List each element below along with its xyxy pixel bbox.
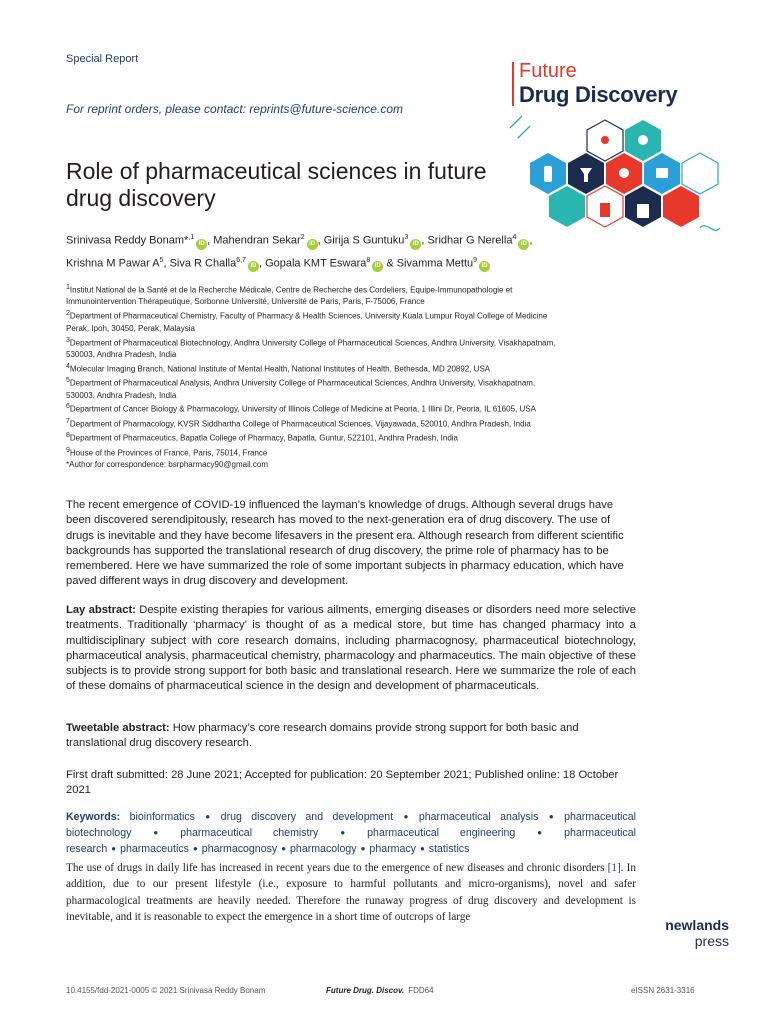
author-name: , Krishna M Pawar A (66, 234, 533, 270)
author-name: , Sridhar G Nerella (421, 234, 513, 247)
footer-journal: Future Drug. Discov. FDD64 (326, 986, 434, 995)
logo-bar (512, 62, 514, 106)
affiliation-item: $^4$Molecular Imaging Branch, National Institute of Mental Health, National Institutes of Health, Bethesda, MD 20892, USA (66, 362, 491, 374)
author-affil: 8 (366, 256, 371, 264)
citation-link[interactable]: [1] (607, 862, 621, 874)
hex-cell (663, 186, 699, 227)
bullet-icon: ● (360, 844, 366, 853)
bullet-icon: ● (519, 828, 561, 837)
author-affil: ,1 (188, 234, 195, 241)
lay-abstract (66, 603, 636, 695)
lay-abstract-label: Lay abstract: (66, 604, 136, 616)
hex-cell (549, 186, 585, 227)
orcid-icon[interactable]: iD (196, 239, 207, 250)
affiliation-item: $^9$House of the Provinces of France, Paris, 75014, France (66, 446, 268, 458)
author-list (66, 228, 546, 273)
title-line-2: drug discovery (66, 185, 216, 211)
keyword[interactable]: pharmaceutical biotechnology (66, 811, 636, 839)
bullet-icon: ● (419, 844, 425, 853)
author-name: , Girija S Guntuku (317, 234, 405, 247)
publisher-name: newlands (665, 917, 729, 933)
tweetable-text: How pharmacy’s core research domains provide strong support for both basic and translational drug discovery research. (66, 722, 579, 750)
bullet-icon: ● (322, 828, 364, 837)
keyword[interactable]: pharmacognosy (201, 843, 278, 855)
lay-abstract-text: Despite existing therapies for various ailments, emerging diseases or disorders need more selective treatments. Traditionally ‘pharmacy’ is thought of as a medical store, but time has changed pharmacy into a multidisciplinary subject with core research domains, including pharmacognosy, pharmaceutical biotechnology, pharmaceutical analysis, pharmaceutical chemistry, pharmacology and pharmaceutics. The main objective of these subjects is to provide strong support for both basic and translational research. Here we summarize the role of each of these domains of pharmaceutical science in the design and development of pharmaceuticals. (66, 604, 636, 693)
keyword[interactable]: pharmacy (369, 843, 416, 855)
author-name: , Siva R Challa (163, 257, 237, 270)
bullet-icon: ● (397, 812, 415, 821)
keyword[interactable]: pharmaceutical chemistry (180, 827, 319, 839)
author-affil: 6,7 (236, 256, 246, 264)
author-name: Srinivasa Reddy Bonam* (66, 234, 189, 247)
orcid-icon[interactable]: iD (518, 239, 529, 250)
author-affil: 2 (300, 234, 305, 241)
body-text: The use of drugs in daily life has increased in recent years due to the emergence of new diseases and chronic disorders [1]. In addition, due to our present lifestyle (i.e., exposure to harmful pollutants and micro-organisms), novel and safer pharmacological treatments are heavily needed. Therefore the runaway progress of drug discovery and development is inevitable, and it is reasonable to expect the emergence in a short time of outcrops of large (66, 862, 636, 923)
pipette-icon (510, 116, 530, 138)
orcid-icon[interactable]: iD (479, 261, 490, 272)
orcid-icon[interactable]: iD (307, 239, 318, 250)
keyword[interactable]: pharmacology (290, 843, 357, 855)
tweetable-abstract (66, 721, 636, 752)
orcid-icon[interactable]: iD (248, 261, 259, 272)
bullet-icon: ● (542, 812, 561, 821)
affiliation-item: $^5$Department of Pharmaceutical Analysis, Andhra University College of Pharmaceutical Sciences, Andhra University, Visakhapatnam, 530003, Andhra Pradesh, India (66, 377, 536, 400)
orcid-icon[interactable]: iD (372, 261, 383, 272)
author-name: , Mahendran Sekar (207, 234, 301, 247)
affiliation-item: $^7$Department of Pharmacology, KVSR Siddhartha College of Pharmaceutical Sciences, Vijayawada, 520010, Andhra Pradesh, India (66, 417, 531, 429)
affiliation-item: $^3$Department of Pharmaceutical Biotechnology, Andhra University College of Pharmaceutical Sciences, Andhra University, Visakhapatnam, 530003, Andhra Pradesh, India (66, 336, 556, 359)
affiliation-item: $^8$Department of Pharmaceutics, Bapatla College of Pharmacy, Bapatla, Guntur, 522101, Andhra Pradesh, India (66, 432, 458, 444)
keyword[interactable]: pharmaceutical analysis (418, 811, 539, 823)
bullet-icon: ● (198, 812, 217, 821)
bullet-icon: ● (111, 844, 117, 853)
footer-code: FDD64 (408, 986, 434, 995)
document-icon (656, 168, 668, 178)
section-label: Special Report (66, 53, 139, 65)
dna-icon (700, 226, 720, 231)
keyword[interactable]: pharmaceutical engineering (367, 827, 516, 839)
title-line-1: Role of pharmaceutical sciences in future (66, 158, 487, 184)
abstract: The recent emergence of COVID-19 influenced the layman’s knowledge of drugs. Although several drugs have been discovered serendipitously, research has moved to the next-generation era of drug discovery. The use of drugs is inevitable and they have become lifesavers in the present era. Although research from different scientific backgrounds has supported the translational research of drug discovery, the prime role of pharmacy has to be remembered. Here we have summarized the role of some important subjects in pharmacy education, which have paved different ways in drug discovery and development. (66, 499, 624, 588)
molecule-node-icon (601, 136, 609, 144)
hex-cell (682, 153, 718, 194)
keyword[interactable]: drug discovery and development (220, 811, 394, 823)
bullet-icon: ● (135, 828, 177, 837)
keyword[interactable]: bioinformatics (129, 811, 195, 823)
affiliation-item: $^6$Department of Cancer Biology & Pharmacology, University of Illinois College of Medicine at Peoria, 1 Illini Dr, Peoria, IL 61605, USA (66, 403, 536, 415)
article-title (66, 158, 536, 212)
atom-icon (638, 135, 648, 145)
bottle-icon (600, 203, 610, 217)
author-name: , Gopala KMT Eswara (258, 257, 367, 270)
bullet-icon: ● (192, 844, 198, 853)
affiliation-list (66, 282, 561, 471)
correspondence: *Author for correspondence: bsrpharmacy90@gmail.com (66, 460, 268, 470)
keyword[interactable]: pharmaceutical research (66, 827, 636, 855)
affiliation-item: $^2$Department of Pharmaceutical Chemistry, Faculty of Pharmacy & Health Sciences, University Kuala Lumpur Royal College of Medicine Perak, Ipoh, 30450, Perak, Malaysia (66, 310, 548, 333)
bullet-icon: ● (281, 844, 287, 853)
author-affil: 4 (512, 234, 517, 241)
vial-icon (544, 166, 552, 182)
tweetable-label: Tweetable abstract: (66, 722, 170, 734)
keywords (66, 809, 636, 857)
molecule-icon (619, 168, 629, 178)
footer-issn: eISSN 2631-3316 (631, 986, 695, 995)
publisher-subname: press (694, 933, 729, 949)
author-name: & Sivamma Mettu (383, 257, 474, 270)
publication-dates: First draft submitted: 28 June 2021; Accepted for publication: 20 September 2021; Published online: 18 October 2021 (66, 769, 619, 797)
affiliation-item: $^1$Institut National de la Santé et de la Recherche Médicale, Centre de Recherche des Cordeliers, Equipe-Immunopathologie et Immunointervention Thérapeutique, Sorbonne Université, Université de Paris, Paris, F-75006, France (66, 284, 513, 307)
author-affil: 9 (473, 256, 478, 264)
reprint-notice: For reprint orders, please contact: reprints@future-science.com (66, 102, 403, 116)
journal-name-line2: Drug Discovery (519, 82, 678, 107)
scan-icon (637, 204, 649, 218)
footer-doi: 10.4155/fdd-2021-0005 © 2021 Srinivasa Reddy Bonam (66, 986, 266, 995)
orcid-icon[interactable]: iD (410, 239, 421, 250)
author-affil: 5 (159, 256, 164, 264)
journal-name-line1: Future (519, 60, 577, 82)
publisher-logo (655, 917, 729, 949)
keyword[interactable]: statistics (428, 843, 470, 855)
keywords-label: Keywords: (66, 811, 121, 823)
author-affil: 3 (404, 234, 409, 241)
keyword[interactable]: pharmaceutics (120, 843, 189, 855)
